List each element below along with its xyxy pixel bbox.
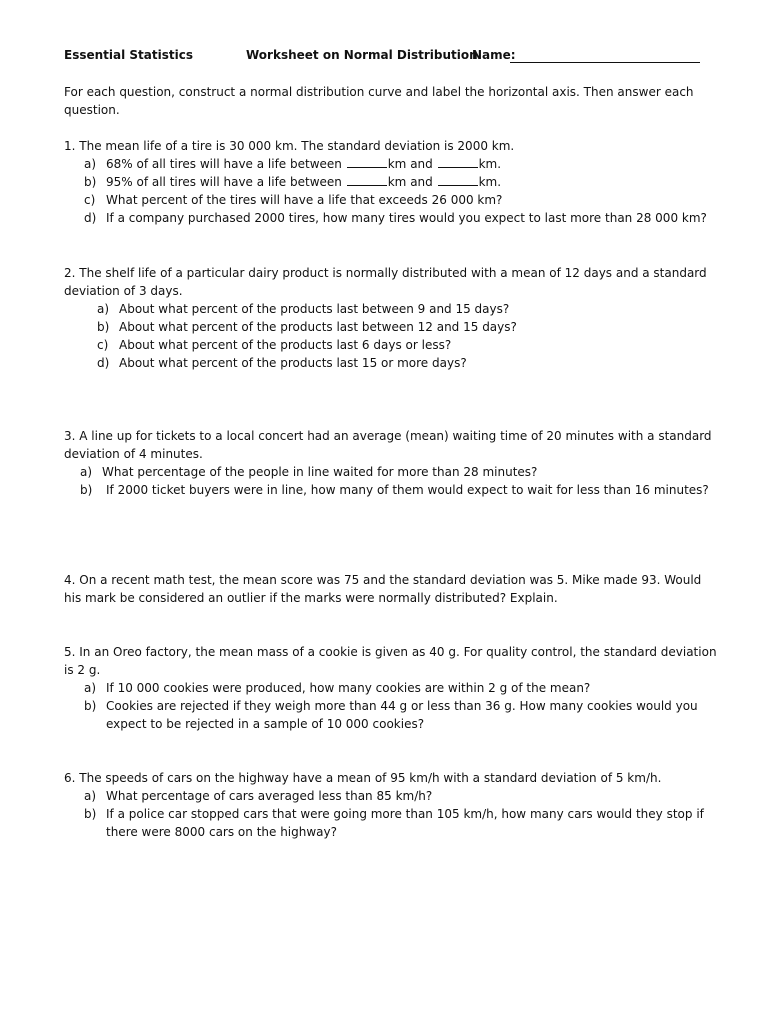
- intro-line-1: For each question, construct a normal distribution curve and label the horizontal axis. Then answer each: [64, 85, 694, 99]
- q1-a-text-mid: km and: [387, 157, 433, 171]
- q5-b-line-2: expect to be rejected in a sample of 10 000 cookies?: [106, 717, 425, 731]
- q3-a: What percentage of the people in line waited for more than 28 minutes?: [102, 465, 538, 479]
- q6-a: What percentage of cars averaged less than 85 km/h?: [106, 789, 433, 803]
- q5-b-line-1: Cookies are rejected if they weigh more than 44 g or less than 36 g. How many cookies would you: [106, 699, 698, 713]
- q6-b-line-1: If a police car stopped cars that were going more than 105 km/h, how many cars would they stop if: [106, 807, 704, 821]
- q2-c: About what percent of the products last 6 days or less?: [119, 338, 452, 352]
- q3-b-label: b): [80, 483, 93, 497]
- name-blank-line[interactable]: [510, 48, 700, 63]
- q2-d: About what percent of the products last 15 or more days?: [119, 356, 467, 370]
- q1-c: What percent of the tires will have a life that exceeds 26 000 km?: [106, 193, 503, 207]
- q1-b-text-pre: 95% of all tires will have a life between: [106, 175, 342, 189]
- q3-a-label: a): [80, 465, 93, 479]
- q1-d: If a company purchased 2000 tires, how many tires would you expect to last more than 28 000 km?: [106, 211, 707, 225]
- q6-a-label: a): [84, 789, 97, 803]
- q1-b-text-post: km.: [478, 175, 502, 189]
- q2-a-label: a): [97, 302, 110, 316]
- q1-a-text-post: km.: [478, 157, 502, 171]
- q1-b: [106, 173, 501, 191]
- worksheet-header: [64, 48, 704, 66]
- q1-b-text-mid: km and: [387, 175, 433, 189]
- q1-stem: 1. The mean life of a tire is 30 000 km. The standard deviation is 2000 km.: [64, 139, 515, 153]
- q4-stem-line-2: his mark be considered an outlier if the marks were normally distributed? Explain.: [64, 591, 558, 605]
- name-label: Name:: [472, 48, 516, 62]
- q6-stem: 6. The speeds of cars on the highway have a mean of 95 km/h with a standard deviation of 5 km/h.: [64, 771, 662, 785]
- q3-b: If 2000 ticket buyers were in line, how many of them would expect to wait for less than 16 minutes?: [106, 483, 709, 497]
- q2-a: About what percent of the products last between 9 and 15 days?: [119, 302, 510, 316]
- q1-b-label: b): [84, 175, 97, 189]
- q1-c-label: c): [84, 193, 96, 207]
- q2-stem-line-2: deviation of 3 days.: [64, 284, 183, 298]
- worksheet-title: Worksheet on Normal Distribution: [246, 48, 478, 62]
- q1-a-text-pre: 68% of all tires will have a life between: [106, 157, 342, 171]
- q1-b-blank-2[interactable]: [438, 174, 478, 186]
- q5-stem-line-1: 5. In an Oreo factory, the mean mass of a cookie is given as 40 g. For quality control, the standard deviation: [64, 645, 717, 659]
- q5-stem-line-2: is 2 g.: [64, 663, 101, 677]
- q1-a-blank-2[interactable]: [438, 156, 478, 168]
- q5-a-label: a): [84, 681, 97, 695]
- course-title: Essential Statistics: [64, 48, 193, 62]
- q6-b-line-2: there were 8000 cars on the highway?: [106, 825, 337, 839]
- q2-stem-line-1: 2. The shelf life of a particular dairy product is normally distributed with a mean of 12 days and a standard: [64, 266, 707, 280]
- q5-a: If 10 000 cookies were produced, how many cookies are within 2 g of the mean?: [106, 681, 591, 695]
- q3-stem-line-1: 3. A line up for tickets to a local concert had an average (mean) waiting time of 20 minutes with a standard: [64, 429, 712, 443]
- q1-b-blank-1[interactable]: [347, 174, 387, 186]
- q4-stem-line-1: 4. On a recent math test, the mean score was 75 and the standard deviation was 5. Mike made 93. Would: [64, 573, 702, 587]
- q1-a-blank-1[interactable]: [347, 156, 387, 168]
- q2-d-label: d): [97, 356, 110, 370]
- q2-c-label: c): [97, 338, 109, 352]
- q5-b-label: b): [84, 699, 97, 713]
- q6-b-label: b): [84, 807, 97, 821]
- q3-stem-line-2: deviation of 4 minutes.: [64, 447, 203, 461]
- q2-b: About what percent of the products last between 12 and 15 days?: [119, 320, 517, 334]
- intro-line-2: question.: [64, 103, 120, 117]
- q2-b-label: b): [97, 320, 110, 334]
- q1-a: [106, 155, 501, 173]
- q1-a-label: a): [84, 157, 97, 171]
- q1-d-label: d): [84, 211, 97, 225]
